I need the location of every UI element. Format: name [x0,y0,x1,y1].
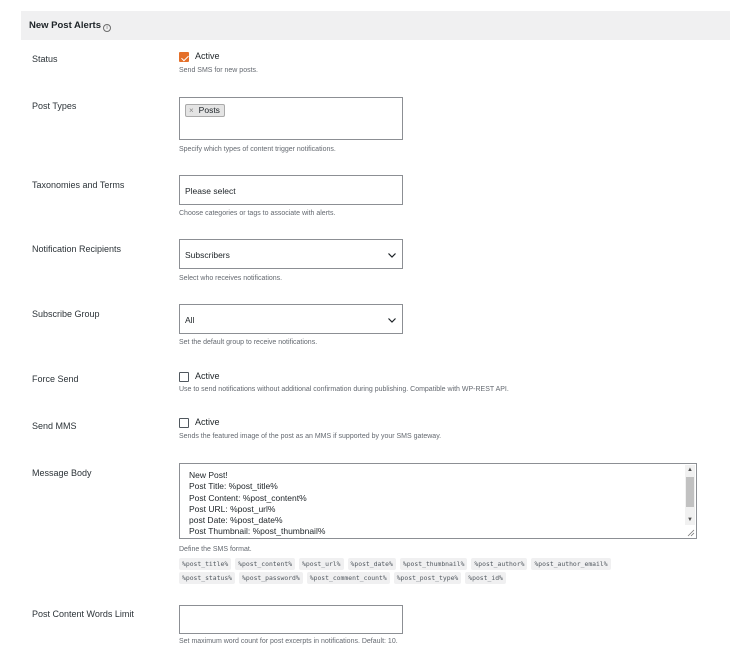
textarea-scrollbar[interactable] [685,465,695,525]
variable-chips-row-1 [179,558,611,570]
post-types-label: Post Types [32,101,77,111]
status-checkbox[interactable] [179,52,189,62]
status-checkbox-label[interactable]: Active [195,51,220,61]
recipients-value: Subscribers [185,250,230,260]
variable-chip[interactable]: %post_post_type% [394,572,462,584]
message-body-description: Define the SMS format. [179,546,252,553]
force-send-checkbox[interactable] [179,372,189,382]
scrollbar-thumb[interactable] [686,477,694,507]
variable-chip[interactable]: %post_content% [235,558,295,570]
subscribe-group-select[interactable] [179,304,403,334]
words-limit-label: Post Content Words Limit [32,609,134,619]
section-title: New Post Alerts i [29,20,111,32]
taxonomies-label: Taxonomies and Terms [32,180,125,190]
subscribe-group-label: Subscribe Group [32,309,100,319]
variable-chip[interactable]: %post_status% [179,572,235,584]
post-types-multiselect[interactable] [179,97,403,140]
resize-handle-icon[interactable] [687,529,695,537]
remove-tag-icon[interactable]: × [189,106,194,115]
message-body-label: Message Body [32,468,92,478]
variable-chip[interactable]: %post_comment_count% [307,572,390,584]
chevron-down-icon [387,315,397,325]
status-label: Status [32,54,58,64]
send-mms-description: Sends the featured image of the post as an MMS if supported by your SMS gateway. [179,433,442,440]
subscribe-group-description: Set the default group to receive notifications. [179,339,318,346]
variable-chip[interactable]: %post_url% [299,558,343,570]
subscribe-group-value: All [185,315,195,325]
variable-chip[interactable]: %post_author% [471,558,527,570]
variable-chip[interactable]: %post_password% [239,572,303,584]
recipients-select[interactable] [179,239,403,269]
send-mms-label: Send MMS [32,421,77,431]
variable-chips-row-2 [179,572,506,584]
chevron-down-icon [387,250,397,260]
send-mms-checkbox-label[interactable]: Active [195,417,220,427]
post-type-tag: × Posts [185,104,225,117]
variable-chip[interactable]: %post_id% [465,572,506,584]
send-mms-checkbox[interactable] [179,418,189,428]
status-description: Send SMS for new posts. [179,67,258,74]
force-send-label: Force Send [32,374,79,384]
words-limit-description: Set maximum word count for post excerpts in notifications. Default: 10. [179,638,398,645]
taxonomies-select[interactable] [179,175,403,205]
taxonomies-placeholder: Please select [185,186,236,196]
recipients-label: Notification Recipients [32,244,122,254]
section-header [21,11,730,40]
variable-chip[interactable]: %post_thumbnail% [400,558,468,570]
scroll-up-icon[interactable]: ▲ [687,467,693,473]
post-types-description: Specify which types of content trigger notifications. [179,146,336,153]
message-body-content: New Post! Post Title: %post_title% Post Content: %post_content% Post URL: %post_url% post Date: %post_date% Post Thumbnail: %post_thumbnail% [189,470,326,537]
variable-chip[interactable]: %post_date% [348,558,396,570]
words-limit-input[interactable] [179,605,403,634]
taxonomies-description: Choose categories or tags to associate with alerts. [179,210,336,217]
force-send-description: Use to send notifications without additional confirmation during publishing. Compatible with WP-REST API. [179,386,509,393]
force-send-checkbox-label[interactable]: Active [195,371,220,381]
message-body-textarea[interactable] [179,463,697,539]
scroll-down-icon[interactable]: ▼ [687,517,693,523]
variable-chip[interactable]: %post_title% [179,558,231,570]
recipients-description: Select who receives notifications. [179,275,283,282]
info-icon[interactable]: i [103,24,111,32]
variable-chip[interactable]: %post_author_email% [531,558,610,570]
